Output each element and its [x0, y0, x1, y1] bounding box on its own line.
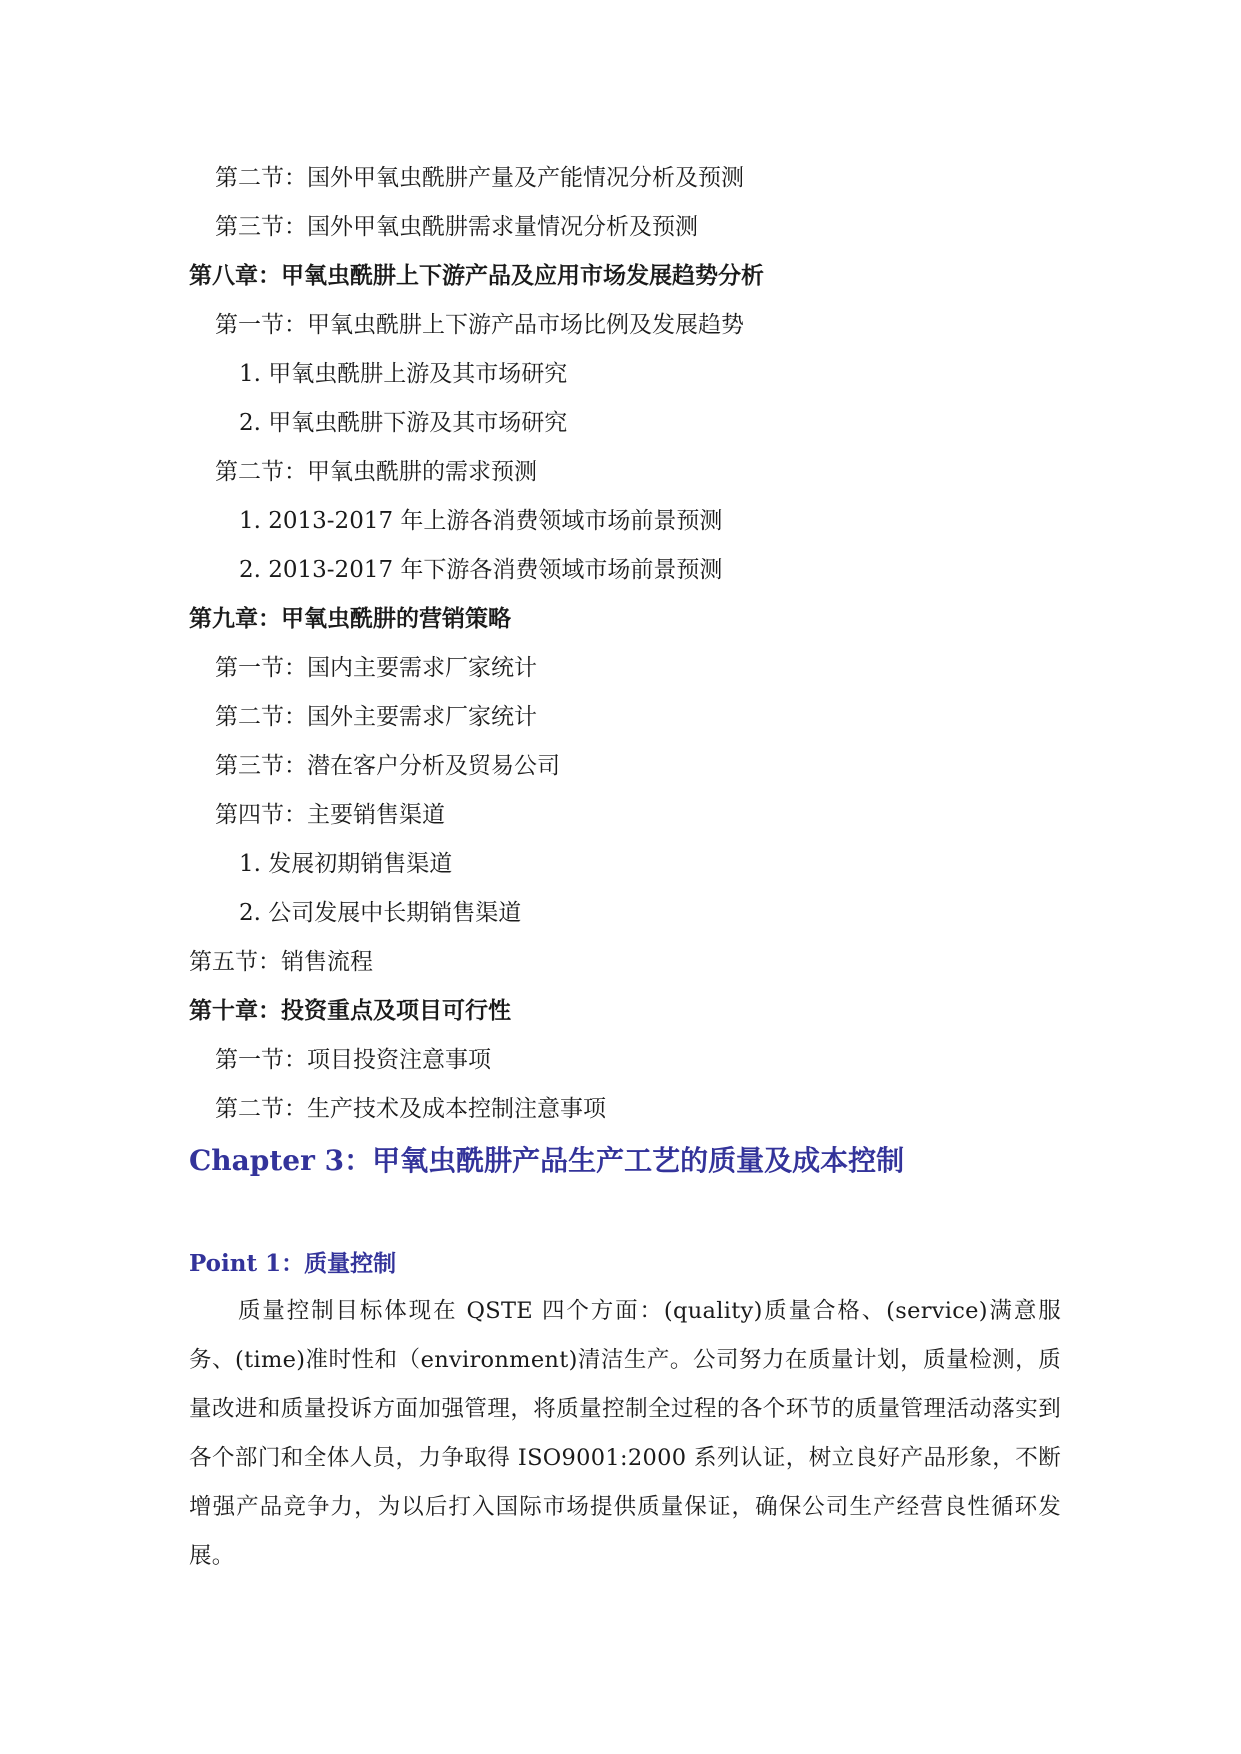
toc-section: 第五节：销售流程: [189, 949, 373, 975]
point-heading: Point 1：质量控制: [189, 1250, 397, 1277]
toc-section: 第一节：国内主要需求厂家统计: [215, 655, 537, 681]
toc-item: 1. 2013-2017 年上游各消费领域市场前景预测: [239, 508, 723, 534]
toc-section: 第三节：国外甲氧虫酰肼需求量情况分析及预测: [215, 214, 698, 240]
chapter-heading: Chapter 3：甲氧虫酰肼产品生产工艺的质量及成本控制: [189, 1144, 905, 1177]
toc-section: 第二节：甲氧虫酰肼的需求预测: [215, 459, 537, 485]
body-paragraph: 质量控制目标体现在 QSTE 四个方面：(quality)质量合格、(service)满意服务、(time)准时性和（environment)清洁生产。公司努力在质量计划，质量检测，质量改进和质量投诉方面加强管理，将质量控制全过程的各个环节的质量管理活动落实到各个部门和全体人员，力争取得 ISO9001:2000 系列认证，树立良好产品形象，不断增强产品竞争力，为以后打入国际市场提供质量保证，确保公司生产经营良性循环发展。: [189, 1298, 1061, 1569]
toc-section: 第一节：项目投资注意事项: [215, 1047, 491, 1073]
toc-section: 第三节：潜在客户分析及贸易公司: [215, 753, 560, 779]
toc-section: 第一节：甲氧虫酰肼上下游产品市场比例及发展趋势: [215, 312, 744, 338]
toc-section: 第四节：主要销售渠道: [215, 802, 445, 828]
toc-item: 1. 甲氧虫酰肼上游及其市场研究: [239, 361, 568, 387]
toc-item: 2. 公司发展中长期销售渠道: [239, 900, 522, 926]
toc-item: 2. 甲氧虫酰肼下游及其市场研究: [239, 410, 568, 436]
toc-item: 2. 2013-2017 年下游各消费领域市场前景预测: [239, 557, 723, 583]
toc-item: 1. 发展初期销售渠道: [239, 851, 453, 877]
table-of-contents: [189, 154, 1069, 1134]
toc-section: 第二节：国外甲氧虫酰肼产量及产能情况分析及预测: [215, 165, 744, 191]
toc-chapter: 第九章：甲氧虫酰肼的营销策略: [189, 606, 511, 632]
toc-section: 第二节：生产技术及成本控制注意事项: [215, 1096, 606, 1122]
toc-chapter: 第十章：投资重点及项目可行性: [189, 998, 511, 1024]
toc-section: 第二节：国外主要需求厂家统计: [215, 704, 537, 730]
toc-chapter: 第八章：甲氧虫酰肼上下游产品及应用市场发展趋势分析: [189, 263, 764, 289]
